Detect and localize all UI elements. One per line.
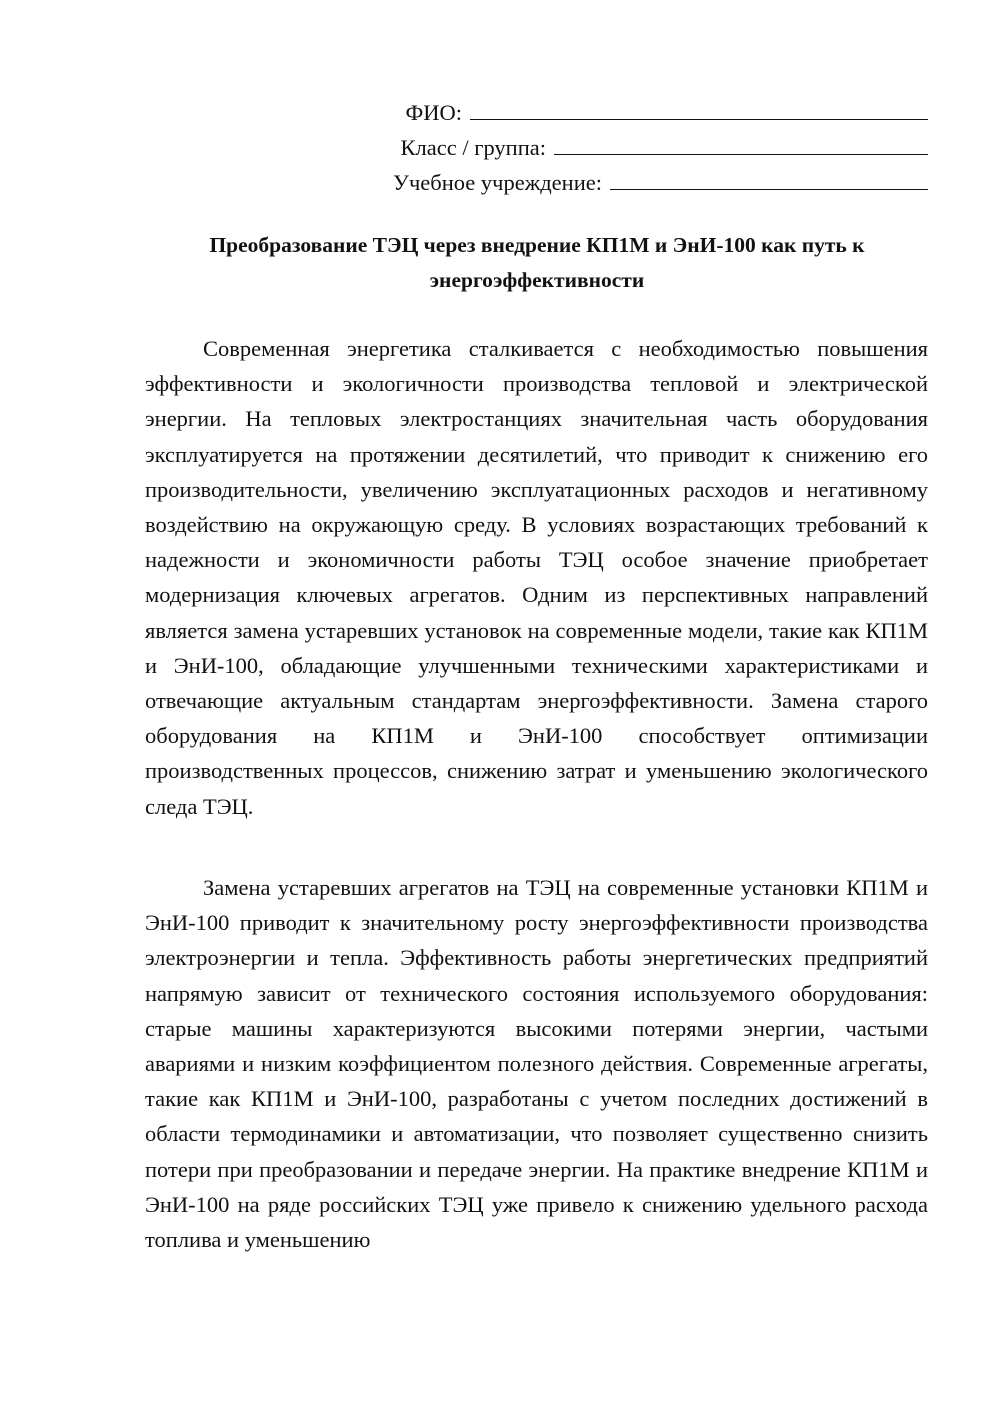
- class-group-label: Класс / группа:: [400, 135, 546, 160]
- institution-field: [308, 162, 928, 197]
- class-group-field: [308, 127, 928, 162]
- institution-blank-line[interactable]: [610, 162, 928, 190]
- name-field: [308, 92, 928, 127]
- name-blank-line[interactable]: [470, 92, 928, 120]
- student-info-fields: [308, 92, 928, 197]
- body-paragraph-2: Замена устаревших агрегатов на ТЭЦ на современные установки КП1М и ЭнИ-100 приводит к значительному росту энергоэффективности производства электроэнергии и тепла. Эффективность работы энергетических предприятий напрямую зависит от технического состояния используемого оборудования: старые машины характеризуются высокими потерями энергии, частыми авариями и низким коэффициентом полезного действия. Современные агрегаты, такие как КП1М и ЭнИ-100, разработаны с учетом последних достижений в области термодинамики и автоматизации, что позволяет существенно снизить потери при преобразовании и передаче энергии. На практике внедрение КП1М и ЭнИ-100 на ряде российских ТЭЦ уже привело к снижению удельного расхода топлива и уменьшению: [145, 875, 928, 1253]
- name-label: ФИО:: [405, 100, 462, 125]
- institution-label: Учебное учреждение:: [393, 170, 602, 195]
- class-group-blank-line[interactable]: [554, 127, 928, 155]
- body-paragraph-1: Современная энергетика сталкивается с необходимостью повышения эффективности и экологичности производства тепловой и электрической энергии. На тепловых электростанциях значительная часть оборудования эксплуатируется на протяжении десятилетий, что приводит к снижению его производительности, увеличению эксплуатационных расходов и негативному воздействию на окружающую среду. В условиях возрастающих требований к надежности и экономичности работы ТЭЦ особое значение приобретает модернизация ключевых агрегатов. Одним из перспективных направлений является замена устаревших установок на современные модели, такие как КП1М и ЭнИ-100, обладающие улучшенными техническими характеристиками и отвечающие актуальным стандартам энергоэффективности. Замена старого оборудования на КП1М и ЭнИ-100 способствует оптимизации производственных процессов, снижению затрат и уменьшению экологического следа ТЭЦ.: [145, 336, 928, 819]
- document-title: Преобразование ТЭЦ через внедрение КП1М и ЭнИ-100 как путь к энергоэффективности: [209, 233, 865, 292]
